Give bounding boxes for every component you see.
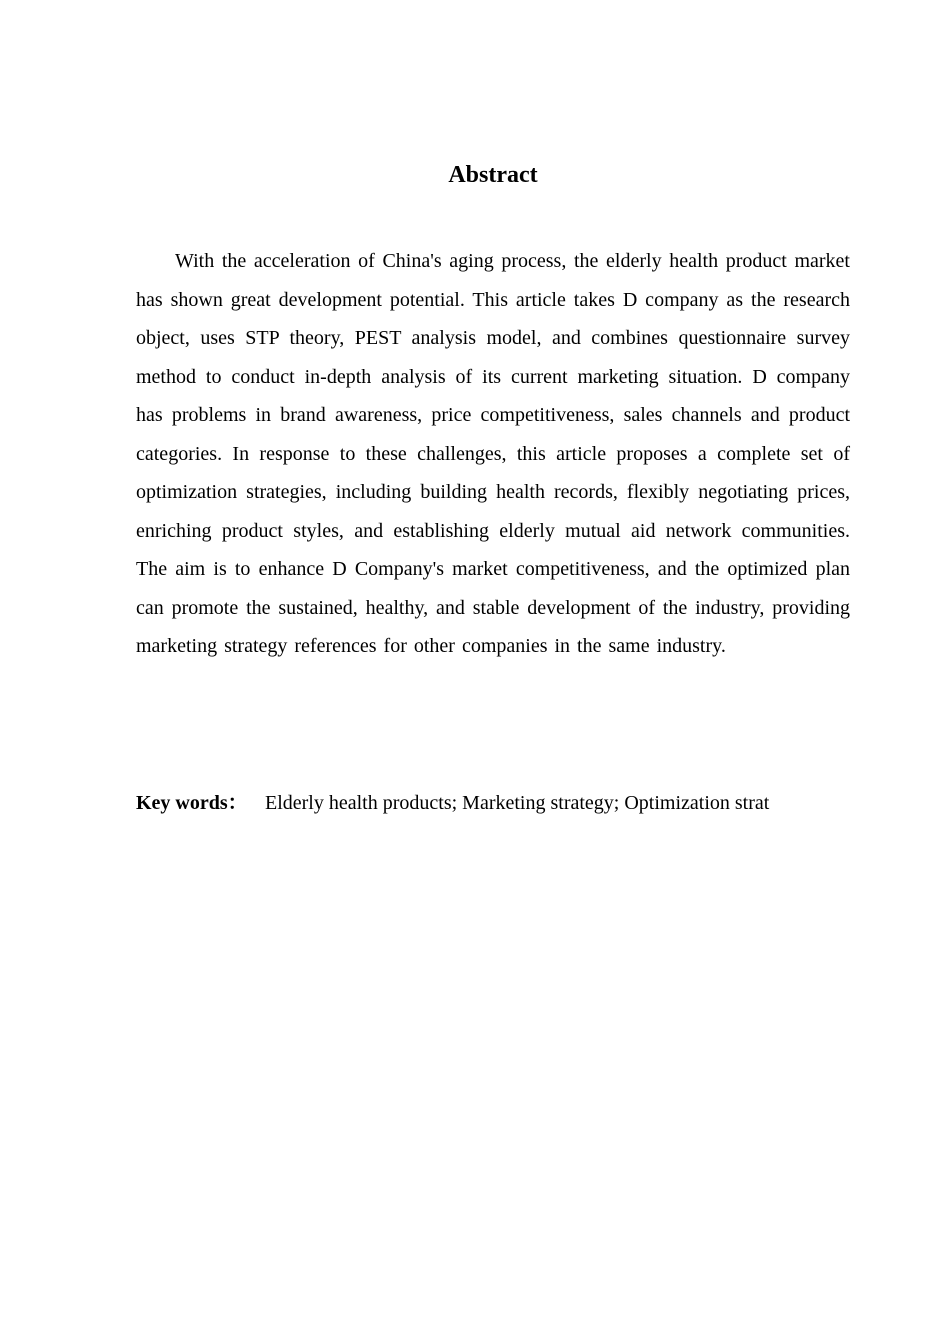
- keywords-paragraph: [136, 784, 850, 823]
- keywords-label: Key words: [136, 792, 228, 814]
- keywords-colon: ：: [227, 792, 248, 814]
- abstract-title: Abstract: [448, 162, 538, 188]
- keywords-text: Elderly health products; Marketing strategy; Optimization strat: [265, 792, 770, 814]
- keywords-label-group: [136, 784, 265, 823]
- abstract-body: With the acceleration of China's aging process, the elderly health product market has shown great development potential. This article takes D company as the research object, uses STP theory, PEST analysis model, and combines questionnaire survey method to conduct in-depth analysis of its current marketing situation. D company has problems in brand awareness, price competitiveness, sales channels and product categories. In response to these challenges, this article proposes a complete set of optimization strategies, including building health records, flexibly negotiating prices, enriching product styles, and establishing elderly mutual aid network communities. The aim is to enhance D Company's market competitiveness, and the optimized plan can promote the sustained, healthy, and stable development of the industry, providing marketing strategy references for other companies in the same industry.: [136, 250, 850, 657]
